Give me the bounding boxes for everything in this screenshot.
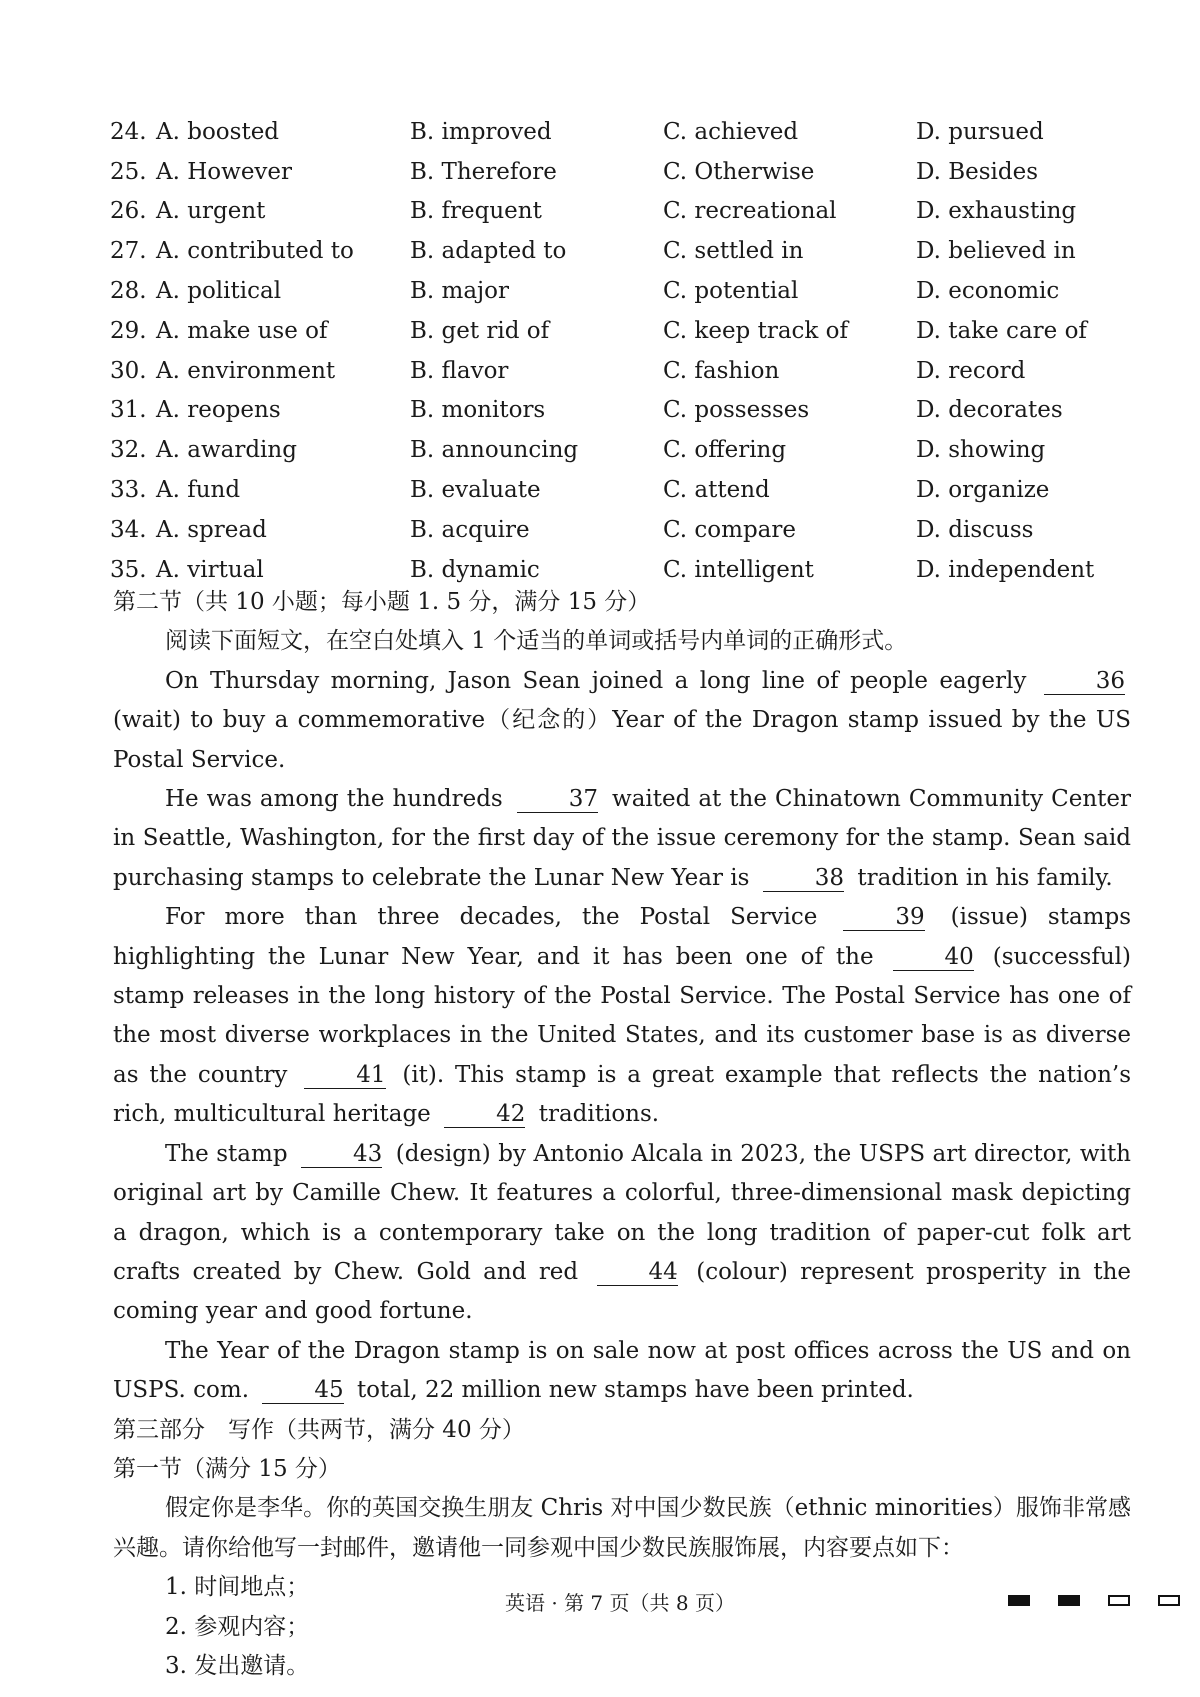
blank-40: 40 [893,944,974,971]
passage-text: tradition in his family. [857,864,1113,891]
option-d: D. believed in [916,238,1076,265]
option-a: A. virtual [156,556,264,583]
option-b: B. acquire [410,516,530,543]
option-row [110,271,1130,311]
option-b: B. frequent [410,198,542,225]
blank-38: 38 [763,865,844,892]
option-a: A. spread [156,516,267,543]
question-number: 27. [110,238,147,265]
writing-point-2: 2. 参观内容； [165,1613,310,1640]
passage-paragraph-3 [113,898,1131,1134]
option-c: C. potential [663,278,799,305]
option-b: B. adapted to [410,238,567,265]
blank-37: 37 [517,786,598,813]
option-b: B. Therefore [410,158,557,185]
option-b: B. dynamic [410,556,540,583]
question-number: 28. [110,278,147,305]
passage-text: The Year of the Dragon stamp is on sale now at post offices across the US and on USPS. com. [113,1337,1131,1404]
question-number: 25. [110,158,147,185]
part3-sub-heading: 第一节（满分 15 分） [113,1455,341,1482]
blank-36: 36 [1044,668,1125,695]
writing-point-3: 3. 发出邀请。 [165,1652,310,1679]
option-a: A. political [156,278,282,305]
option-b: B. major [410,278,510,305]
option-c: C. settled in [663,238,804,265]
blank-45: 45 [262,1377,343,1404]
option-d: D. take care of [916,317,1087,344]
option-row [110,192,1130,232]
page-footer [0,1587,1200,1617]
option-d: D. decorates [916,397,1063,424]
blank-44: 44 [597,1259,678,1286]
option-a: A. make use of [156,317,328,344]
question-number: 26. [110,198,147,225]
option-d: D. Besides [916,158,1039,185]
question-number: 33. [110,477,147,504]
option-row [110,391,1130,431]
option-a: A. awarding [156,437,297,464]
question-number: 35. [110,556,147,583]
option-b: B. monitors [410,397,546,424]
option-c: C. intelligent [663,556,814,583]
passage-text: waited at the Chinatown Community Center in Seattle, Washington, for the first day of the issue ceremony for the stamp. Sean said purchasing stamps to celebrate the Lunar New Year is [113,786,1131,891]
empty-square-icon [1108,1595,1130,1606]
option-row [110,231,1130,271]
passage-paragraph-2 [113,780,1131,898]
passage-text: (design) by Antonio Alcala in 2023, the USPS art director, with original art by Camille Chew. It features a colorful, three-dimensional mask depicting a dragon, which is a contemporary take on the long tradition of paper-cut folk art crafts created by Chew. Gold and red [113,1140,1131,1285]
option-c: C. offering [663,437,787,464]
passage-text: On Thursday morning, Jason Sean joined a long line of people eagerly [165,667,1027,694]
question-number: 32. [110,437,147,464]
passage-paragraph-1 [113,662,1131,780]
option-row [110,470,1130,510]
option-a: A. reopens [156,397,281,424]
empty-square-icon [1158,1595,1180,1606]
option-d: D. organize [916,477,1050,504]
blank-42: 42 [444,1101,525,1128]
page-number: 英语 · 第 7 页（共 8 页） [505,1591,735,1615]
passage-text: He was among the hundreds [165,786,503,813]
option-d: D. exhausting [916,198,1077,225]
part3-heading: 第三部分 写作（共两节，满分 40 分） [113,1416,525,1443]
option-d: D. record [916,357,1026,384]
writing-prompt: 假定你是李华。你的英国交换生朋友 Chris 对中国少数民族（ethnic minorities）服饰非常感兴趣。请你给他写一封邮件，邀请他一同参观中国少数民族服饰展，内容要点如下： [113,1495,1131,1561]
writing-point-1: 1. 时间地点； [165,1574,310,1601]
option-b: B. get rid of [410,317,550,344]
option-b: B. evaluate [410,477,541,504]
section2-heading: 第二节（共 10 小题；每小题 1. 5 分，满分 15 分） [113,589,651,615]
question-number: 24. [110,118,147,145]
option-row [110,152,1130,192]
option-c: C. attend [663,477,770,504]
filled-square-icon [1058,1595,1080,1606]
option-b: B. announcing [410,437,579,464]
passage-text: (issue) stamps highlighting the Lunar New Year, and it has been one of the [113,904,1132,970]
option-a: A. environment [156,357,336,384]
option-row [110,351,1130,391]
option-d: D. independent [916,556,1095,583]
option-row [110,510,1130,550]
section2-instruction: 阅读下面短文，在空白处填入 1 个适当的单词或括号内单词的正确形式。 [165,628,908,655]
option-row [110,311,1130,351]
passage-paragraph-4 [113,1135,1131,1332]
blank-41: 41 [304,1062,385,1089]
option-d: D. pursued [916,118,1044,145]
option-c: C. Otherwise [663,158,815,185]
option-d: D. showing [916,437,1046,464]
question-number: 29. [110,317,147,344]
blank-39: 39 [843,904,924,931]
passage-text: (wait) to buy a commemorative（纪念的）Year of the Dragon stamp issued by the US Postal Service. [113,707,1131,773]
option-c: C. achieved [663,118,799,145]
passage-text: (successful) stamp releases in the long history of the Postal Service. The Postal Service has one of the most diverse workplaces in the United States, and its customer base is as diverse as the country [113,943,1131,1088]
passage-text: (it). This stamp is a great example that reflects the nation’s rich, multicultural heritage [113,1061,1132,1128]
option-a: A. contributed to [156,238,354,265]
option-c: C. compare [663,516,796,543]
blank-43: 43 [301,1141,382,1168]
option-b: B. improved [410,118,552,145]
passage-text: (colour) represent prosperity in the coming year and good fortune. [113,1258,1131,1325]
passage-paragraph-5 [113,1332,1131,1411]
option-c: C. fashion [663,357,780,384]
question-number: 30. [110,357,147,384]
passage-text: For more than three decades, the Postal Service [165,904,818,931]
option-c: C. possesses [663,397,810,424]
question-number: 34. [110,516,147,543]
option-d: D. economic [916,278,1060,305]
option-row [110,112,1130,152]
option-d: D. discuss [916,516,1034,543]
passage-text: The stamp [165,1140,288,1167]
option-a: A. urgent [156,198,266,225]
option-row [110,430,1130,470]
passage-text: traditions. [538,1101,660,1128]
option-c: C. keep track of [663,317,849,344]
filled-square-icon [1008,1595,1030,1606]
question-number: 31. [110,397,147,424]
section-text [113,583,1131,1686]
option-a: A. boosted [156,118,280,145]
option-a: A. fund [156,477,241,504]
option-a: A. However [156,158,293,185]
option-c: C. recreational [663,198,837,225]
option-b: B. flavor [410,357,509,384]
passage-text: total, 22 million new stamps have been printed. [356,1377,914,1404]
options-list [110,112,1130,590]
